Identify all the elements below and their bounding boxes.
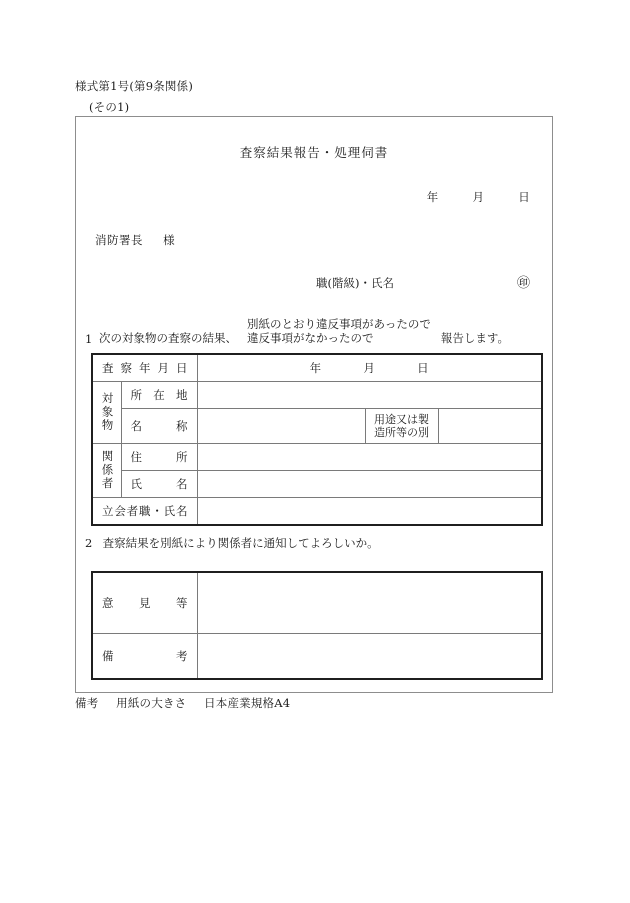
opinion-remarks-table — [91, 571, 543, 680]
inspection-date-month: 月 — [363, 361, 376, 375]
signature-label: 職(階級)・氏名 — [316, 276, 394, 290]
footer-note — [75, 695, 290, 711]
cell-inspection-date[interactable] — [197, 354, 542, 382]
item-1-options — [247, 317, 431, 346]
issue-date-day: 日 — [518, 190, 530, 204]
table-row — [92, 634, 542, 680]
cell-location-value[interactable] — [197, 382, 542, 409]
item-2-number: 2 — [85, 536, 93, 550]
table-row — [92, 498, 542, 526]
inspection-target-table — [91, 353, 543, 526]
seal-icon: ㊞ — [516, 275, 530, 291]
cell-remarks-value[interactable] — [197, 634, 542, 680]
row-label-name: 名称 — [121, 409, 197, 444]
row-label-witness: 立会者職・氏名 — [92, 498, 197, 526]
table-row — [92, 444, 542, 471]
inspection-date-year: 年 — [309, 361, 322, 375]
issue-date-line — [427, 189, 530, 205]
item-1-statement — [85, 317, 542, 346]
row-label-opinion: 意見等 — [92, 572, 197, 634]
item-1-option-b[interactable]: 違反事項がなかったので — [247, 331, 374, 346]
footer-note-text: 用紙の大きさ — [116, 696, 187, 710]
form-frame — [75, 116, 553, 693]
row-label-usage-type — [365, 409, 438, 444]
group-label-party — [92, 444, 121, 498]
issue-date-month: 月 — [472, 190, 485, 204]
footer-note-value: 日本産業規格A4 — [204, 696, 291, 710]
row-label-location: 所在地 — [121, 382, 197, 409]
table-row — [92, 382, 542, 409]
group-label-party-text: 関係者 — [100, 450, 115, 491]
usage-type-line-2: 造所等の別 — [374, 426, 429, 439]
item-1-number: 1 — [85, 331, 93, 346]
inspection-date-day: 日 — [417, 361, 429, 375]
addressee-line — [95, 232, 175, 248]
cell-witness-value[interactable] — [197, 498, 542, 526]
issue-date-year: 年 — [426, 190, 439, 204]
table-row — [92, 572, 542, 634]
addressee-honorific: 様 — [163, 233, 176, 247]
signature-line — [316, 275, 530, 291]
form-part-number: (その1) — [89, 100, 130, 114]
item-1-tail-text: 報告します。 — [440, 330, 509, 345]
row-label-address: 住所 — [121, 444, 197, 471]
row-label-inspection-date: 査察年月日 — [92, 354, 197, 382]
cell-party-name-value[interactable] — [197, 471, 542, 498]
item-1-option-a[interactable]: 別紙のとおり違反事項があったので — [247, 317, 431, 331]
table-row — [92, 409, 542, 444]
item-1-lead-text: 次の対象物の査察の結果、 — [99, 330, 237, 345]
table-row — [92, 354, 542, 382]
item-2-text: 査察結果を別紙により関係者に通知してよろしいか。 — [102, 536, 379, 550]
cell-name-value[interactable] — [197, 409, 365, 444]
group-label-object-text: 対象物 — [100, 392, 115, 433]
item-2-statement — [85, 535, 379, 551]
group-label-object — [92, 382, 121, 444]
row-label-party-name: 氏名 — [121, 471, 197, 498]
table-row — [92, 471, 542, 498]
cell-usage-type-value[interactable] — [438, 409, 542, 444]
form-number: 様式第1号(第9条関係) — [75, 79, 194, 93]
document-title: 査察結果報告・処理伺書 — [239, 145, 389, 160]
usage-type-line-1: 用途又は製 — [374, 412, 429, 426]
addressee-name: 消防署長 — [95, 233, 143, 247]
cell-opinion-value[interactable] — [197, 572, 542, 634]
row-label-remarks: 備考 — [92, 634, 197, 680]
cell-address-value[interactable] — [197, 444, 542, 471]
footer-note-label: 備考 — [75, 696, 99, 710]
